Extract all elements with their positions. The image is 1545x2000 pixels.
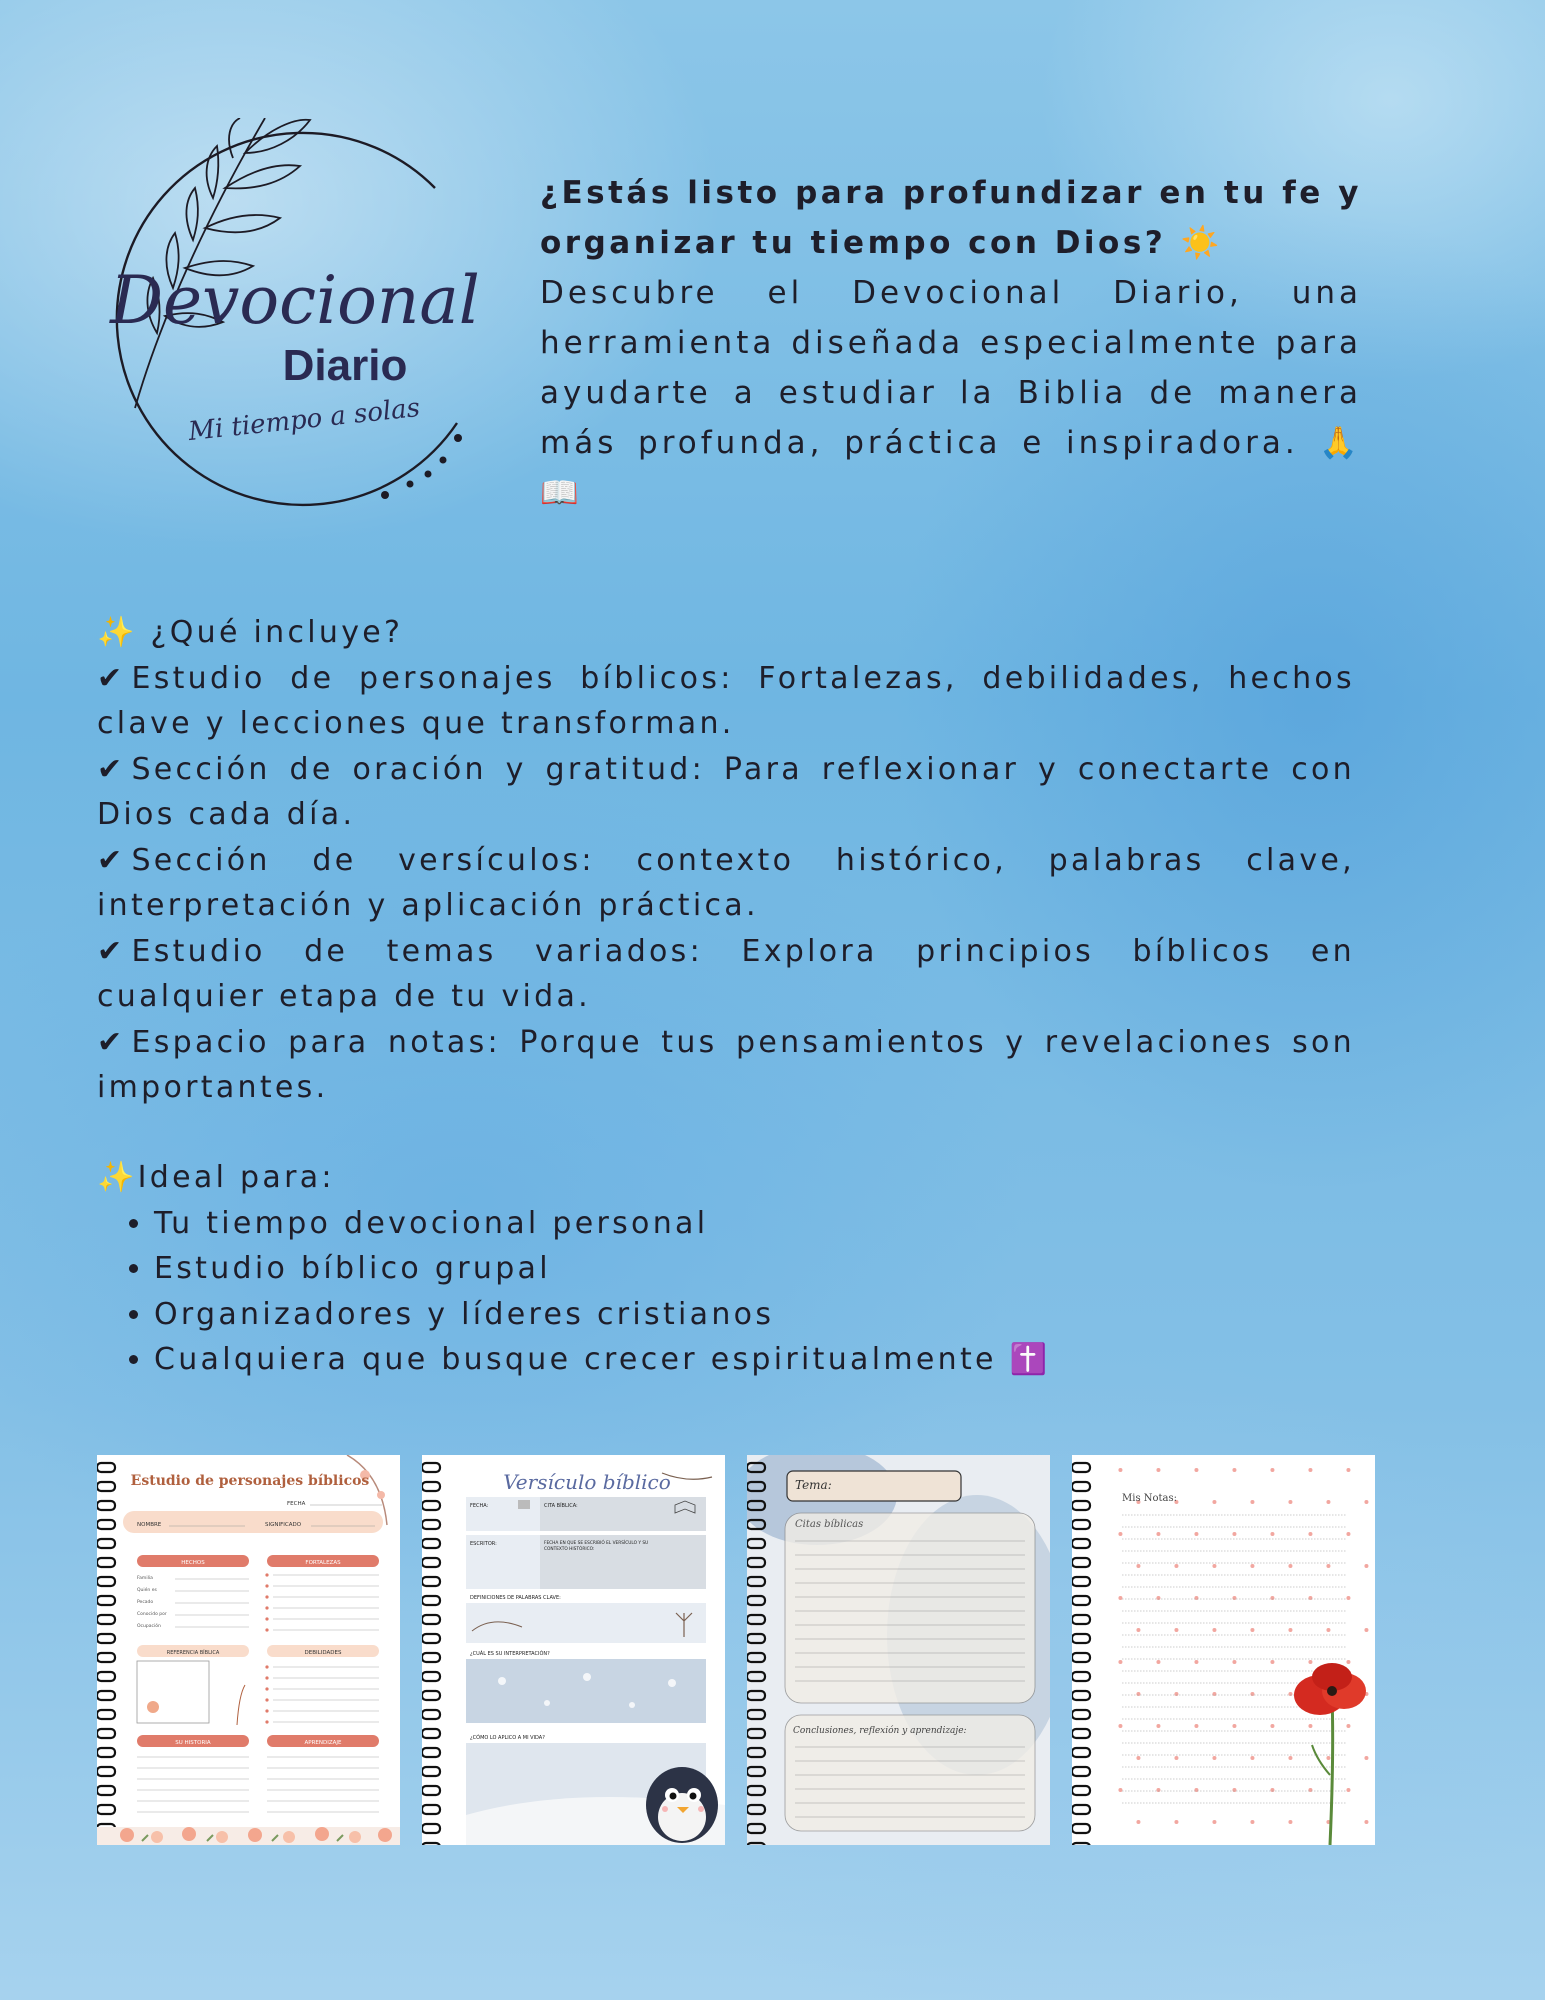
includes-item-text: Estudio de personajes bíblicos: Fortalezas, debilidades, hechos clave y lecciones que transforman. <box>97 660 1355 741</box>
ideal-item: • Organizadores y líderes cristianos <box>154 1292 1355 1338</box>
p1-hechos: HECHOS <box>181 1560 205 1566</box>
star <box>1194 1788 1198 1792</box>
ideal-heading: ✨Ideal para: <box>97 1160 335 1195</box>
preview-personajes <box>97 1455 400 1845</box>
star <box>1136 1628 1140 1632</box>
star <box>1288 1820 1292 1824</box>
spiral-binding <box>1072 1463 1090 1845</box>
preview-notas <box>1072 1455 1375 1845</box>
p1-referencia: REFERENCIA BÍBLICA <box>166 1650 220 1656</box>
spiral-ring <box>422 1843 440 1845</box>
svg-text:Quién es: Quién es <box>137 1588 157 1593</box>
ideal-item: • Estudio bíblico grupal <box>154 1246 1355 1292</box>
ideal-item: • Tu tiempo devocional personal <box>154 1201 1355 1247</box>
includes-heading: ✨ ¿Qué incluye? <box>97 615 404 650</box>
star <box>1156 1788 1160 1792</box>
includes-item <box>97 747 1355 838</box>
star <box>1326 1500 1330 1504</box>
star <box>1212 1628 1216 1632</box>
p1-historia: SU HISTORIA <box>175 1740 211 1746</box>
check-icon: ✔ <box>97 660 126 696</box>
svg-text:Ocupación: Ocupación <box>137 1624 161 1629</box>
includes-item <box>97 929 1355 1020</box>
star <box>1174 1820 1178 1824</box>
spiral-ring <box>1072 1824 1090 1833</box>
star <box>1288 1628 1292 1632</box>
spiral-ring <box>97 1520 115 1529</box>
spiral-ring <box>422 1463 440 1472</box>
spiral-ring <box>97 1691 115 1700</box>
star <box>1364 1628 1368 1632</box>
spiral-ring <box>97 1596 115 1605</box>
check-icon: ✔ <box>97 1024 126 1060</box>
svg-text:Familia: Familia <box>137 1576 153 1581</box>
svg-text:Pecado: Pecado <box>137 1600 154 1605</box>
p1-fortalezas: FORTALEZAS <box>305 1560 341 1566</box>
intro-description: Descubre el Devocional Diario, una herramienta diseñada especialmente para ayudarte a estudiar la Biblia de manera más profunda, práctica e inspiradora. 🙏📖 <box>540 275 1362 511</box>
star <box>1288 1500 1292 1504</box>
star <box>1156 1724 1160 1728</box>
star <box>1174 1756 1178 1760</box>
star <box>1232 1596 1236 1600</box>
star <box>1232 1468 1236 1472</box>
spiral-ring <box>1072 1805 1090 1814</box>
check-icon: ✔ <box>97 933 126 969</box>
spiral-ring <box>422 1539 440 1548</box>
spiral-ring <box>1072 1653 1090 1662</box>
star <box>1118 1596 1122 1600</box>
includes-item <box>97 838 1355 929</box>
intro-question: ¿Estás listo para profundizar en tu fe y organizar tu tiempo con Dios? ☀️ <box>540 175 1362 261</box>
star <box>1364 1564 1368 1568</box>
star <box>1118 1724 1122 1728</box>
includes-item <box>97 656 1355 747</box>
spiral-ring <box>97 1558 115 1567</box>
spiral-ring <box>97 1615 115 1624</box>
p2-contexto-2: CONTEXTO HISTÓRICO: <box>544 1547 595 1552</box>
preview-tema <box>747 1455 1050 1845</box>
devocional-diario-logo <box>95 118 495 528</box>
spiral-ring <box>97 1767 115 1776</box>
p2-title: Versículo bíblico <box>503 1470 671 1494</box>
star <box>1346 1468 1350 1472</box>
star <box>1156 1596 1160 1600</box>
spiral-ring <box>422 1520 440 1529</box>
star <box>1118 1532 1122 1536</box>
p1-hechos-rows <box>137 1575 167 1629</box>
star <box>1346 1660 1350 1664</box>
spiral-ring <box>1072 1596 1090 1605</box>
spiral-ring <box>422 1558 440 1567</box>
spiral-ring <box>422 1482 440 1491</box>
star <box>1212 1820 1216 1824</box>
spiral-ring <box>1072 1710 1090 1719</box>
logo-tagline: Mi tiempo a solas <box>186 392 422 448</box>
spiral-ring <box>422 1729 440 1738</box>
spiral-ring <box>1072 1577 1090 1586</box>
p1-debilidades: DEBILIDADES <box>304 1650 342 1656</box>
spiral-ring <box>97 1501 115 1510</box>
spiral-ring <box>422 1653 440 1662</box>
spiral-ring <box>422 1710 440 1719</box>
spiral-ring <box>97 1748 115 1757</box>
spiral-ring <box>422 1805 440 1814</box>
preview-versiculo <box>422 1455 725 1845</box>
p3-conclusiones: Conclusiones, reflexión y aprendizaje: <box>793 1726 967 1736</box>
star <box>1250 1820 1254 1824</box>
ideal-list <box>97 1201 1355 1383</box>
spiral-ring <box>97 1805 115 1814</box>
spiral-ring <box>1072 1482 1090 1491</box>
star <box>1308 1532 1312 1536</box>
spiral-ring <box>1072 1672 1090 1681</box>
star <box>1364 1820 1368 1824</box>
p2-escritor: ESCRITOR: <box>470 1541 497 1547</box>
star <box>1308 1788 1312 1792</box>
spiral-ring <box>422 1634 440 1643</box>
spiral-ring <box>422 1501 440 1510</box>
star <box>1118 1788 1122 1792</box>
star <box>1270 1596 1274 1600</box>
spiral-ring <box>422 1824 440 1833</box>
star <box>1212 1564 1216 1568</box>
star <box>1364 1756 1368 1760</box>
star <box>1270 1724 1274 1728</box>
star <box>1308 1596 1312 1600</box>
star <box>1308 1724 1312 1728</box>
spiral-ring <box>422 1786 440 1795</box>
logo-word-devocional: Devocional <box>110 262 480 339</box>
star <box>1346 1596 1350 1600</box>
star <box>1270 1532 1274 1536</box>
star <box>1212 1756 1216 1760</box>
spiral-binding <box>97 1463 115 1845</box>
includes-item-text: Espacio para notas: Porque tus pensamientos y revelaciones son importantes. <box>97 1024 1355 1105</box>
spiral-ring <box>1072 1463 1090 1472</box>
star <box>1156 1660 1160 1664</box>
p1-title: Estudio de personajes bíblicos <box>130 1473 370 1489</box>
star <box>1194 1596 1198 1600</box>
star <box>1136 1692 1140 1696</box>
p3-citas: Citas bíblicas <box>795 1519 864 1530</box>
spiral-ring <box>1072 1501 1090 1510</box>
spiral-ring <box>97 1463 115 1472</box>
p2-definiciones: DEFINICIONES DE PALABRAS CLAVE: <box>470 1595 561 1601</box>
spiral-ring <box>97 1634 115 1643</box>
star <box>1250 1692 1254 1696</box>
star <box>1270 1468 1274 1472</box>
spiral-ring <box>1072 1634 1090 1643</box>
star <box>1308 1660 1312 1664</box>
star <box>1118 1660 1122 1664</box>
spiral-ring <box>1072 1520 1090 1529</box>
star <box>1346 1788 1350 1792</box>
star <box>1346 1724 1350 1728</box>
p1-aprendizaje: APRENDIZAJE <box>304 1740 342 1746</box>
star <box>1270 1788 1274 1792</box>
star <box>1232 1660 1236 1664</box>
spiral-ring <box>422 1672 440 1681</box>
star <box>1232 1532 1236 1536</box>
spiral-ring <box>422 1577 440 1586</box>
ideal-item: • Cualquiera que busque crecer espiritualmente ✝️ <box>154 1337 1355 1383</box>
spiral-ring <box>1072 1748 1090 1757</box>
star <box>1232 1788 1236 1792</box>
star <box>1250 1628 1254 1632</box>
poppy-illustration <box>1294 1663 1366 1845</box>
spiral-ring <box>1072 1843 1090 1845</box>
includes-item <box>97 1020 1355 1111</box>
intro-block <box>540 168 1362 518</box>
star <box>1194 1468 1198 1472</box>
p3-tema: Tema: <box>795 1478 832 1492</box>
star <box>1326 1564 1330 1568</box>
spiral-ring <box>97 1729 115 1738</box>
p2-cita: CITA BÍBLICA: <box>544 1503 578 1509</box>
check-icon: ✔ <box>97 751 126 787</box>
spiral-ring <box>422 1691 440 1700</box>
star <box>1136 1564 1140 1568</box>
spiral-ring <box>97 1786 115 1795</box>
flower-border <box>97 1827 400 1845</box>
star <box>1270 1660 1274 1664</box>
spiral-ring <box>97 1539 115 1548</box>
star <box>1250 1756 1254 1760</box>
p1-nombre: NOMBRE <box>137 1522 162 1528</box>
spiral-ring <box>97 1653 115 1662</box>
star <box>1326 1628 1330 1632</box>
ideal-section <box>97 1155 1355 1383</box>
spiral-ring <box>422 1748 440 1757</box>
p2-aplico: ¿CÓMO LO APLICO A MI VIDA? <box>470 1735 545 1741</box>
spiral-ring <box>1072 1615 1090 1624</box>
star <box>1174 1628 1178 1632</box>
penguin-illustration <box>646 1767 718 1843</box>
spiral-ring <box>422 1615 440 1624</box>
star <box>1174 1692 1178 1696</box>
star <box>1194 1660 1198 1664</box>
star <box>1156 1468 1160 1472</box>
spiral-binding <box>422 1463 440 1845</box>
includes-item-text: Estudio de temas variados: Explora principios bíblicos en cualquier etapa de tu vida. <box>97 933 1355 1014</box>
star <box>1194 1724 1198 1728</box>
svg-text:Conocido por: Conocido por <box>137 1612 167 1617</box>
p1-significado: SIGNIFICADO <box>265 1522 302 1528</box>
p1-fecha: FECHA <box>287 1501 306 1507</box>
spiral-ring <box>422 1767 440 1776</box>
star <box>1250 1500 1254 1504</box>
star <box>1232 1724 1236 1728</box>
star <box>1326 1756 1330 1760</box>
check-icon: ✔ <box>97 842 126 878</box>
p2-interpretacion: ¿CUÁL ES SU INTERPRETACIÓN? <box>470 1651 550 1657</box>
star <box>1212 1692 1216 1696</box>
logo-word-diario: Diario <box>282 341 408 390</box>
star <box>1288 1692 1292 1696</box>
star <box>1288 1564 1292 1568</box>
spiral-ring <box>1072 1729 1090 1738</box>
star <box>1194 1532 1198 1536</box>
p4-notas: Mis Notas: <box>1122 1493 1177 1504</box>
spiral-ring <box>97 1482 115 1491</box>
includes-item-text: Sección de oración y gratitud: Para reflexionar y conectarte con Dios cada día. <box>97 751 1355 832</box>
spiral-ring <box>1072 1786 1090 1795</box>
spiral-ring <box>1072 1767 1090 1776</box>
star <box>1136 1820 1140 1824</box>
spiral-ring <box>97 1672 115 1681</box>
page-previews <box>97 1455 1377 1845</box>
p2-fecha: FECHA: <box>470 1503 489 1509</box>
star <box>1212 1500 1216 1504</box>
star <box>1308 1468 1312 1472</box>
star <box>1156 1532 1160 1536</box>
includes-item-text: Sección de versículos: contexto histórico, palabras clave, interpretación y aplicación práctica. <box>97 842 1355 923</box>
p2-contexto-1: FECHA EN QUE SE ESCRIBIÓ EL VERSÍCULO Y SU <box>544 1541 649 1546</box>
spiral-ring <box>1072 1691 1090 1700</box>
spiral-ring <box>97 1710 115 1719</box>
spiral-ring <box>422 1596 440 1605</box>
star <box>1136 1756 1140 1760</box>
spiral-ring <box>97 1577 115 1586</box>
star <box>1346 1532 1350 1536</box>
star <box>1250 1564 1254 1568</box>
star <box>1174 1564 1178 1568</box>
star <box>1118 1468 1122 1472</box>
includes-section <box>97 610 1355 1111</box>
star <box>1288 1756 1292 1760</box>
spiral-ring <box>1072 1539 1090 1548</box>
star <box>1364 1500 1368 1504</box>
spiral-ring <box>1072 1558 1090 1567</box>
